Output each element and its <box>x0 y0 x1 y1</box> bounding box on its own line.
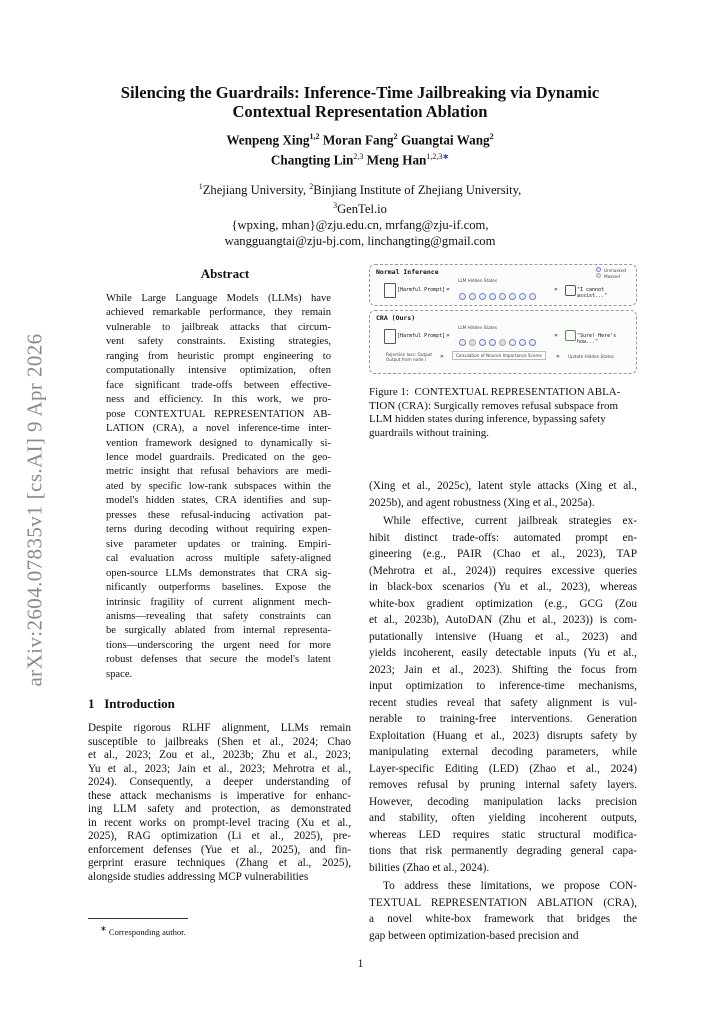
text-line: nerable to training-free interventions. Generation <box>369 713 637 725</box>
abstract-body <box>106 292 331 682</box>
text-line: bilities (Zhao et al., 2024). <box>369 861 490 874</box>
author-list: Wenpeng Xing$^{1,2}$ Moran Fang$^2$ Guangtai Wang$^2$ Changting Lin$^{2,3}$ Meng Han$^{1,2,3∗}$ <box>226 132 494 168</box>
text-line: in black-box scenarios (Yu et al., 2023), whereas <box>369 581 637 593</box>
arrow-icon: » <box>446 286 450 293</box>
text-line: pose CONTEXTUAL REPRESENTATION AB- <box>106 408 331 420</box>
text-line: Despite rigorous RLHF alignment, LLMs remain <box>88 722 351 734</box>
normal-inference-panel: Normal Inference Unmasked Masked LLM Hidden States [Harmful Prompt] » » "I cannot assist..." <box>369 264 637 306</box>
robot-icon <box>565 285 576 296</box>
page-number: 1 <box>357 958 364 970</box>
arrow-icon: » <box>554 286 558 293</box>
text-line: achieved remarkable performance, they remain <box>106 307 331 319</box>
robot-icon <box>565 330 576 341</box>
paper-title: Silencing the Guardrails: Inference-Time Jailbreaking via Dynamic Contextual Representation Ablation <box>120 83 600 121</box>
text-line: et al., 2023b), AutoDAN (Zhu et al., 2023)) is com- <box>369 614 637 626</box>
arrow-icon: » <box>554 332 558 339</box>
email-line-2: wangguangtai@zju-bj.com, linchangting@gmail.com <box>224 234 496 249</box>
text-line: sive parameter updates or training. Empiri- <box>106 538 331 550</box>
document-icon <box>384 283 396 298</box>
email-line-1: {wpxing, mhan}@zju.edu.cn, mrfang@zju-if.com, <box>231 218 489 233</box>
text-line: tions that risk permanently degrading general capa- <box>369 845 637 857</box>
text-line: While Large Language Models (LLMs) have <box>106 293 331 304</box>
text-line: these attack mechanisms is imperative for enhanc- <box>88 789 351 802</box>
text-line: 2025), RAG optimization (Li et al., 2025), pre- <box>88 830 351 843</box>
text-line: yields incoherent, easily detectable inputs (Yu et al., <box>369 647 637 659</box>
document-icon <box>384 329 396 344</box>
text-line: tions—underscoring the urgent need for more <box>106 639 331 651</box>
importance-score-box: Calculation of Neuron Importance Scores <box>452 351 546 360</box>
text-line: putationally intensive (Huang et al., 2023) and <box>369 630 637 643</box>
text-line: in recent works on prompt-level tracing (Xu et al., <box>88 816 351 829</box>
text-line: space. <box>106 668 133 680</box>
intro-body <box>88 722 351 885</box>
text-line: robust defenses that secure the model's latent <box>106 654 331 666</box>
cra-panel: CRA (Ours) LLM Hidden States [Harmful Prompt] » » "Sure! Here's how..." Rejection loss: Output Output from node i » Calculation of Neuron Importance Scores » Update Hidden States <box>369 310 637 374</box>
text-line: TEXTUAL REPRESENTATION ABLATION (CRA), <box>369 896 637 909</box>
text-line: presses these refusal-inducing activation pat- <box>106 509 331 521</box>
footnote-rule <box>88 918 188 919</box>
text-line: (Mehrotra et al., 2024)) requires excessive queries <box>369 564 637 577</box>
text-line: cal evaluation across multiple safety-aligned <box>106 553 331 565</box>
text-line: While effective, current jailbreak strategies ex- <box>383 515 637 527</box>
text-line: terns during decoding without requiring expen- <box>106 524 331 536</box>
text-line: model's hidden states, CRA identifies and sup- <box>106 495 331 507</box>
figure-1-caption: Figure 1: CONTEXTUAL REPRESENTATION ABLA- TION (CRA): Surgically removes refusal subspace from LLM hidden states during inference, bypassing safety guardrails without training. <box>369 386 621 439</box>
text-line: input optimization to inference-time mechanisms, <box>369 680 637 692</box>
text-line: enforcement defenses (Yue et al., 2025), and fin- <box>88 843 351 856</box>
text-line: 2024). Consequently, a deeper understanding of <box>88 776 351 789</box>
text-line: a novel white-box framework that bridges the <box>369 913 637 925</box>
text-line: open-source LLMs demonstrates that CRA sig- <box>106 567 331 579</box>
text-line: hibit distinct trade-offs: automated prompt en- <box>369 531 637 544</box>
text-line: Exploitation (Huang et al., 2023) disrupts safety by <box>369 729 637 742</box>
hidden-state-dots <box>459 287 539 305</box>
text-line: ing LLM safety and protection, as demonstrated <box>88 803 351 816</box>
text-line: ness and efficiency. In this work, we pro- <box>106 394 331 406</box>
text-line: gineering (e.g., PAIR (Chao et al., 2023), TAP <box>369 548 637 560</box>
text-line: computationally intensive optimization, often <box>106 365 331 377</box>
text-line: vulnerable to jailbreak attacks that circum- <box>106 321 331 333</box>
text-line: intrinsic fragility of current alignment mech- <box>106 596 331 608</box>
affiliations: $^1$Zhejiang University, $^2$Binjiang Institute of Zhejiang University, $^3$GenTel.io {wpxing, mhan}@zju.edu.cn, mrfang@zju-if.com, wangguangtai@zju-bj.com, linchangting@gmail.com <box>100 179 620 249</box>
text-line: alongside studies addressing MCP vulnerabilities <box>88 871 309 884</box>
text-line: metric insight that refusal behaviors are medi- <box>106 466 331 478</box>
text-line: removes refusal by pruning internal safety layers. <box>369 779 637 791</box>
text-line: et al., 2023; Zou et al., 2023b; Zhu et al., 2023; <box>88 749 351 762</box>
text-line: Layer-specific Editing (LED) (Zhao et al., 2024) <box>369 762 637 775</box>
hidden-state-dots <box>459 333 539 351</box>
text-line: whereas LED requires static structural modifica- <box>369 828 637 841</box>
text-line: 2023; Jain et al., 2023). Shifting the focus from <box>369 663 637 676</box>
intro-heading: 1 Introduction <box>88 696 175 711</box>
text-line: Yu et al., 2023; Jain et al., 2023; Mehrotra et al., <box>88 762 351 775</box>
text-line: susceptible to jailbreaks (Shen et al., 2024; Chao <box>88 735 351 748</box>
text-line: vention framework designed to dynamically si- <box>106 437 331 449</box>
text-line: white-box gradient optimization (e.g., GCG (Zou <box>369 597 637 610</box>
text-line: lence model guardrails. Predicated on the geo- <box>106 451 331 463</box>
figure-1 <box>369 264 637 372</box>
text-line: vent safety constraints. Existing strategies, <box>106 336 331 348</box>
intro-body-right <box>369 478 637 944</box>
text-line: gerprint erasure techniques (Zhang et al., 2025), <box>88 857 351 870</box>
abstract-heading: Abstract <box>200 266 250 281</box>
arrow-icon: » <box>446 332 450 339</box>
rejection-loss: Rejection loss: Output Output from node i <box>386 352 433 362</box>
text-line: manipulating external decoding parameters, while <box>369 746 637 758</box>
text-line: ated by specific low-rank subspaces within the <box>106 480 331 492</box>
text-line: nificantly outperforms baselines. Expose the <box>106 582 331 594</box>
arrow-icon: » <box>440 353 444 360</box>
text-line: ranging from heuristic prompt engineering to <box>106 350 331 362</box>
text-line: be surgically ablated from internal representa- <box>106 625 331 637</box>
text-line: However, decoding manipulation lacks precision <box>369 795 637 808</box>
text-line: To address these limitations, we propose CON- <box>383 880 637 892</box>
footnote: ∗ Corresponding author. <box>100 924 186 937</box>
text-line: face significant trade-offs between effective- <box>106 379 331 391</box>
text-line: recent studies reveal that safety alignment is vul- <box>369 696 637 709</box>
text-line: 2025b), and agent robustness (Xing et al., 2025a). <box>369 496 595 509</box>
text-line: gap between optimization-based precision and <box>369 929 579 942</box>
text-line: anisms—revealing that safety constraints can <box>106 610 331 622</box>
legend: Unmasked Masked <box>596 267 626 279</box>
arxiv-side-stamp: arXiv:2604.07835v1 [cs.AI] 9 Apr 2026 <box>22 333 47 687</box>
text-line: (Xing et al., 2025c), latent style attacks (Xing et al., <box>369 480 637 492</box>
arrow-icon: » <box>556 353 560 360</box>
text-line: LATION (CRA), a novel inference-time inter- <box>106 423 331 435</box>
text-line: and stability, often yielding incoherent outputs, <box>369 812 637 824</box>
